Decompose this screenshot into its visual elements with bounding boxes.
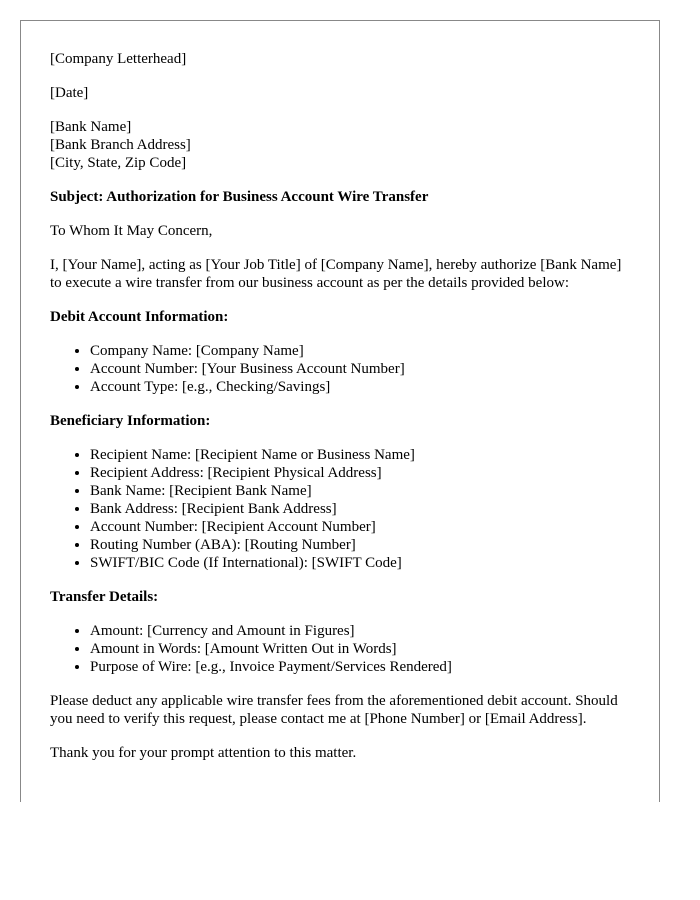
bank-city-state-zip: [City, State, Zip Code] (50, 155, 187, 171)
bank-branch-address: [Bank Branch Address] (50, 137, 191, 153)
list-item: • Account Number: [Recipient Account Number] (90, 518, 626, 536)
letter-content (50, 50, 626, 778)
debit-section-heading: Debit Account Information: (50, 309, 229, 325)
letter-date: [Date] (50, 85, 89, 101)
list-item: • Amount in Words: [Amount Written Out in Words] (90, 640, 626, 658)
list-item: • Purpose of Wire: [e.g., Invoice Payment/Services Rendered] (90, 658, 626, 676)
transfer-section-heading: Transfer Details: (50, 589, 159, 605)
beneficiary-list (50, 446, 626, 572)
transfer-details-list (50, 622, 626, 676)
list-item: • SWIFT/BIC Code (If International): [SWIFT Code] (90, 554, 626, 572)
list-item: • Recipient Name: [Recipient Name or Business Name] (90, 446, 626, 464)
letter-page (20, 20, 660, 802)
list-item: • Routing Number (ABA): [Routing Number] (90, 536, 626, 554)
debit-account-list (50, 342, 626, 396)
letter-subject: Subject: Authorization for Business Account Wire Transfer (50, 189, 429, 205)
list-item: • Bank Name: [Recipient Bank Name] (90, 482, 626, 500)
beneficiary-section-heading: Beneficiary Information: (50, 413, 211, 429)
company-letterhead: [Company Letterhead] (50, 51, 187, 67)
list-item: • Company Name: [Company Name] (90, 342, 626, 360)
closing-paragraph: Thank you for your prompt attention to this matter. (50, 745, 357, 761)
list-item: • Recipient Address: [Recipient Physical Address] (90, 464, 626, 482)
list-item: • Account Type: [e.g., Checking/Savings] (90, 378, 626, 396)
fees-paragraph: Please deduct any applicable wire transfer fees from the aforementioned debit account. Should you need to verify this request, please contact me at [Phone Number] or [Email Address]. (50, 693, 618, 727)
list-item: • Amount: [Currency and Amount in Figures] (90, 622, 626, 640)
bank-name: [Bank Name] (50, 119, 132, 135)
salutation: To Whom It May Concern, (50, 223, 213, 239)
intro-paragraph: I, [Your Name], acting as [Your Job Title] of [Company Name], hereby authorize [Bank Name] to execute a wire transfer from our business account as per the details provided below: (50, 257, 622, 291)
bank-address-block (50, 118, 626, 172)
list-item: • Account Number: [Your Business Account Number] (90, 360, 626, 378)
list-item: • Bank Address: [Recipient Bank Address] (90, 500, 626, 518)
